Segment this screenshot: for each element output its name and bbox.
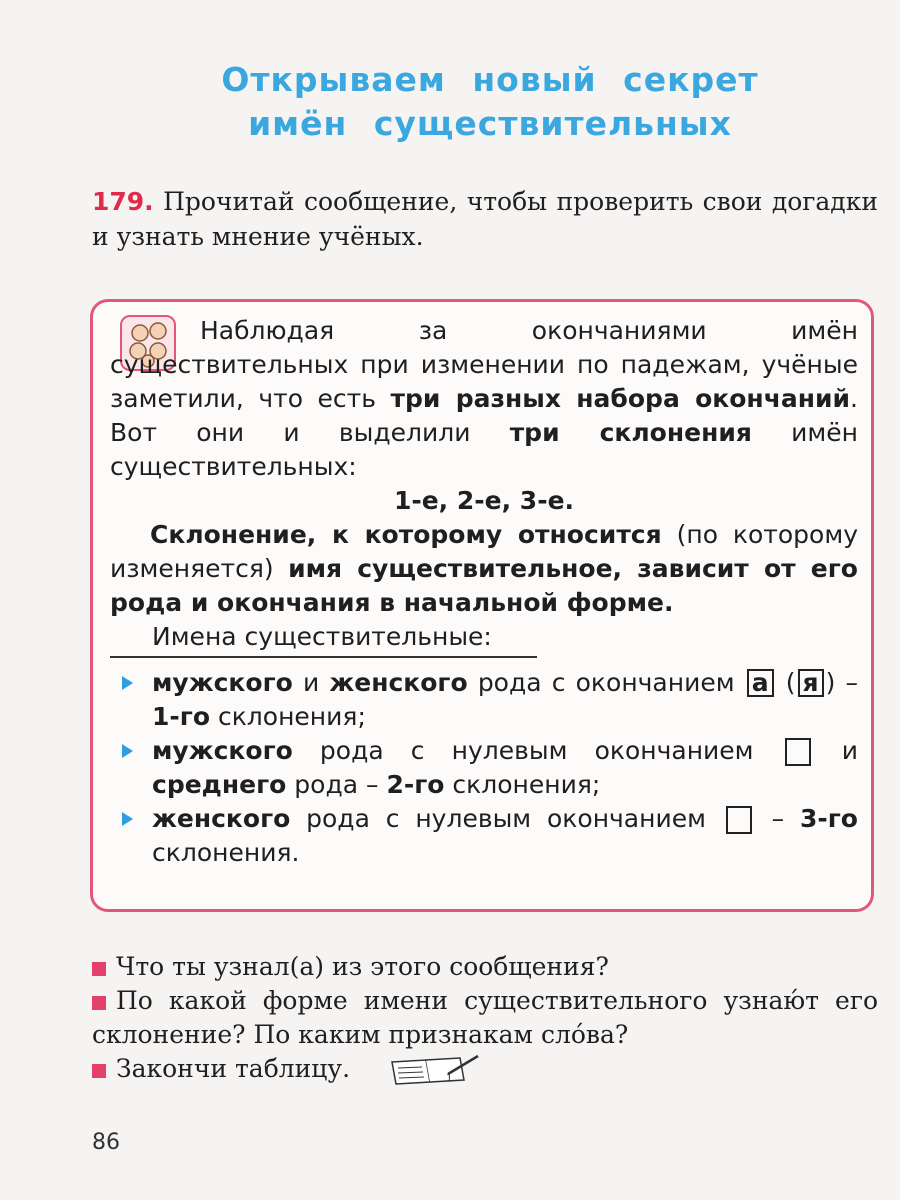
zero-ending-box-icon [785, 738, 811, 766]
question-square-icon [92, 962, 106, 976]
exercise-text: Прочитай сообщение, чтобы проверить свои догадки и узнать мнение учёных. [92, 187, 878, 251]
intro-paragraph: Наблюдая за окончаниями имён существительных при изменении по падежам, учёные заметили, что есть три разных набора окончаний. Вот они и выделили три склонения имён существительных: [110, 316, 859, 481]
page-title [0, 58, 900, 146]
workbook-icon [388, 1054, 480, 1088]
declension-rules [110, 666, 858, 870]
question-1: Что ты узнал(а) из этого сообщения? [92, 950, 878, 984]
zero-ending-box-icon [726, 806, 752, 834]
subheading: Имена существительные: [110, 620, 537, 658]
declension-list: 1-е, 2-е, 3-е. [393, 486, 575, 515]
title-line-2: имён существительных [248, 104, 732, 143]
list-item: женского рода с нулевым окончанием – 3-го склонения. [110, 802, 858, 870]
questions [92, 950, 878, 1088]
question-square-icon [92, 996, 106, 1010]
title-line-1: Открываем новый секрет [221, 60, 759, 99]
exercise-number: 179. [92, 187, 154, 216]
info-box-text [110, 314, 858, 870]
bullet-triangle-icon [122, 812, 133, 826]
svg-text:1: 1 [445, 1072, 453, 1084]
ending-box: а [747, 669, 774, 697]
exercise-intro [92, 184, 878, 254]
question-3: Закончи таблицу. 1 [92, 1052, 878, 1088]
bullet-triangle-icon [122, 744, 133, 758]
page-number: 86 [92, 1130, 120, 1155]
question-square-icon [92, 1064, 106, 1078]
list-item: мужского и женского рода с окончанием а ( я ) – 1-го склонения; [110, 666, 858, 734]
list-item: мужского рода с нулевым окончанием и среднего рода – 2-го склонения; [110, 734, 858, 802]
question-2: По какой форме имени существительного узнаю́т его склонение? По каким признакам сло́ва? [92, 986, 878, 1049]
rule-paragraph: Склонение, к которому относится (по которому изменяется) имя существительное, зависит от его рода и окончания в начальной форме. [110, 520, 858, 617]
bullet-triangle-icon [122, 676, 133, 690]
ending-box: я [798, 669, 824, 697]
